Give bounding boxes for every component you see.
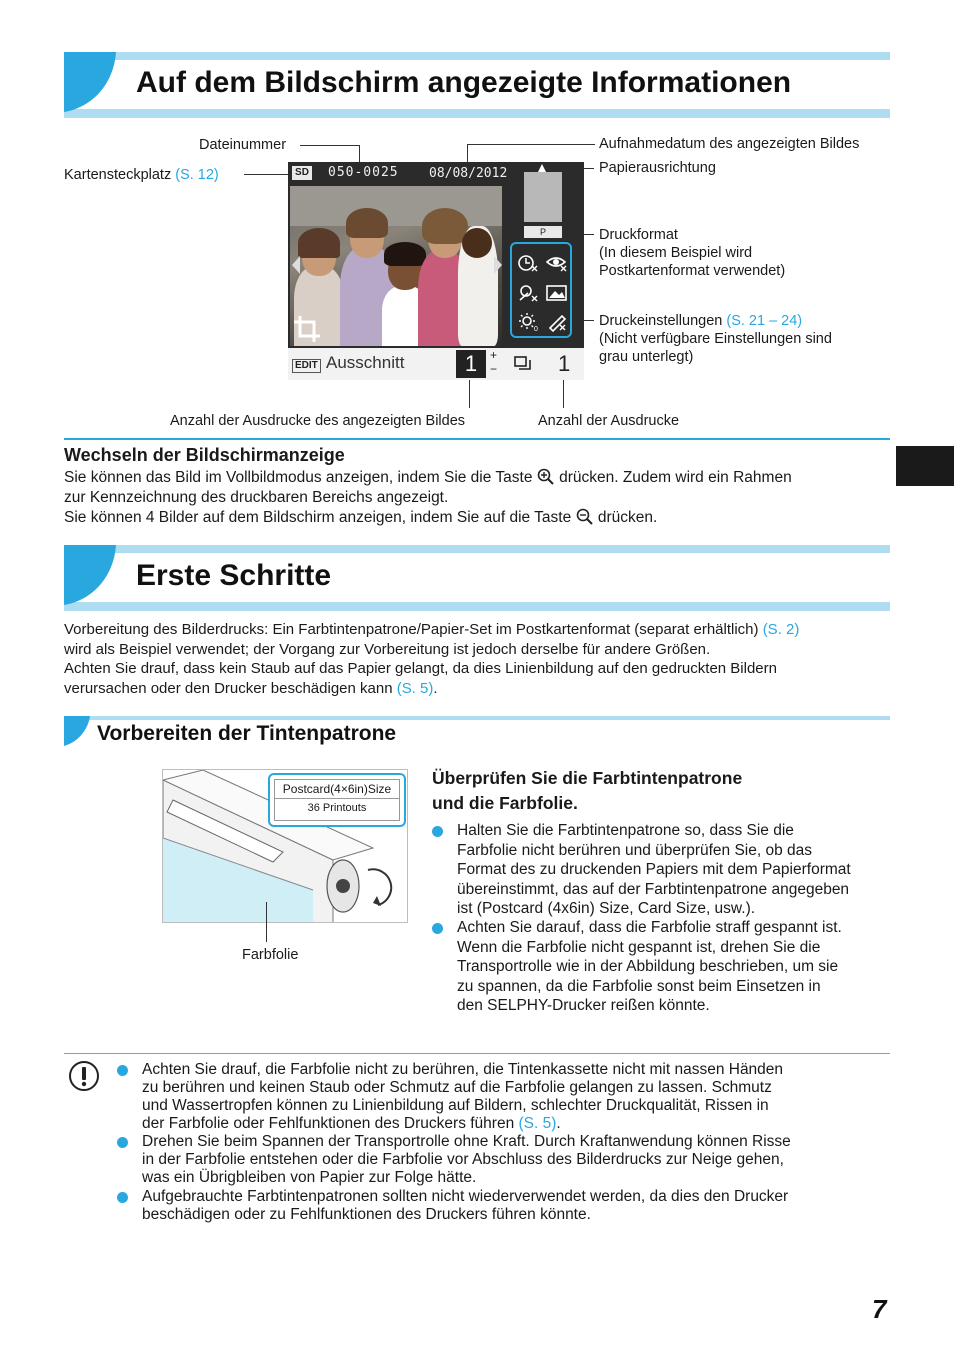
text-line: den SELPHY-Drucker reißen könnte. (457, 997, 710, 1014)
pointer-line (469, 378, 470, 408)
ref-link[interactable]: (S. 12) (175, 167, 219, 183)
ref-link[interactable]: (S. 5) (518, 1115, 557, 1132)
check-heading: Überprüfen Sie die Farbtintenpatrone und die Farbfolie. (432, 768, 743, 813)
date-print-icon (518, 254, 538, 272)
bullet-icon (117, 1192, 128, 1203)
pointer-line (266, 902, 267, 942)
text-line: Transportrolle wie in der Abbildung beschrieben, um sie (457, 958, 839, 975)
svg-text:0: 0 (534, 326, 538, 332)
pointer-line (300, 145, 360, 146)
capture-date: 08/08/2012 (429, 166, 508, 181)
sd-card-icon: SD (292, 166, 312, 180)
text-line: beschädigen oder zu Fehlfunktionen des Druckers führen könnte. (142, 1206, 591, 1223)
caution-icon (68, 1060, 100, 1092)
subheader-swoosh-icon (64, 716, 90, 748)
edit-badge: EDIT (292, 359, 321, 373)
edit-mode: Ausschnitt (326, 353, 405, 372)
text-line: zu spannen, da die Farbfolie sonst beim Einsetzen in (457, 977, 821, 995)
paper-preview (524, 172, 562, 222)
zoom-out-icon (576, 508, 594, 525)
page-number: 7 (872, 1294, 887, 1324)
zoom-in-icon (537, 468, 555, 485)
smooth-skin-icon (546, 312, 568, 332)
bullet-icon (117, 1137, 128, 1148)
text-line: ist (Postcard (4x6in) Size, Card Size, usw.). (457, 900, 756, 917)
label-druckformat: Druckformat (In diesem Beispiel wird Postkartenformat verwendet) (599, 227, 786, 279)
photo-preview (290, 186, 502, 346)
section-header-1 (64, 52, 890, 118)
cartridge-label-box: Postcard(4×6in)Size 36 Printouts (274, 779, 400, 821)
ref-link[interactable]: (S. 2) (762, 621, 800, 638)
ref-link[interactable]: (S. 5) (396, 679, 434, 697)
bullet-text (457, 821, 897, 919)
text-line: Achten Sie drauf, die Farbfolie nicht zu berühren, die Tintenkassette nicht mit nassen Händen (142, 1061, 784, 1078)
bullet-icon (117, 1065, 128, 1076)
plus-icon: + (490, 348, 498, 362)
caution-text-2 (142, 1133, 791, 1187)
red-eye-icon (546, 254, 568, 272)
label-farbfolie: Farbfolie (242, 947, 299, 963)
wechseln-heading: Wechseln der Bildschirmanzeige (64, 445, 345, 465)
text-line: und Wassertropfen können zu Linienbildung auf Bildern, schlechter Druckqualität, Rissen in (142, 1097, 769, 1114)
pointer-line (563, 378, 564, 408)
header-swoosh-icon (64, 52, 116, 118)
text-line: Farbfolie nicht berühren und überprüfen Sie, ob das (457, 841, 813, 859)
image-optimize-icon (546, 284, 568, 302)
paper-format-badge: P (524, 226, 562, 238)
text-line: Achten Sie darauf, dass die Farbfolie straff gespannt ist. (457, 919, 842, 936)
section-title: Auf dem Bildschirm angezeigte Informationen (136, 66, 792, 99)
prints-stack-icon (514, 356, 532, 372)
paper-orientation-arrow-icon (538, 164, 546, 172)
text-line: Aufgebrauchte Farbtintenpatronen sollten nicht wiederverwendet werden, da dies den Drucker (142, 1188, 789, 1205)
bullet-icon (432, 923, 443, 934)
border-icon (518, 284, 538, 302)
bullet-icon (432, 826, 443, 837)
label-anzahl-bild: Anzahl der Ausdrucke des angezeigten Bildes (170, 413, 466, 429)
divider-line (64, 438, 890, 440)
caution-divider (64, 1053, 890, 1054)
label-papierausrichtung: Papierausrichtung (599, 160, 716, 176)
copies-box: 1 (456, 350, 486, 378)
text-line: Format des zu druckenden Papiers mit dem Papierformat (457, 861, 851, 878)
crop-icon (294, 316, 320, 342)
label-dateinummer: Dateinummer (199, 137, 287, 153)
lcd-screen (288, 162, 584, 380)
subsection-title: Vorbereiten der Tintenpatrone (97, 722, 397, 745)
label-anzahl-gesamt: Anzahl der Ausdrucke (538, 413, 680, 429)
text-line: übereinstimmt, das auf der Farbtintenpatrone angegeben (457, 880, 850, 898)
ref-link[interactable]: (S. 21 – 24) (726, 313, 803, 329)
arrow-left-icon (292, 256, 300, 274)
caution-text-1: Achten Sie drauf, die Farbfolie nicht zu berühren, die Tintenkassette nicht mit nassen Händen zu berühren und keinen Staub oder Schmutz auf die Farbfolie gelangen zu lassen. Schmutz und Wassertropfen können zu Linienbildung auf Bildern, schlechter Druckqualität, Rissen in der Farbfolie oder Fehlfunktionen des Druckers führen (S. 5). (142, 1061, 784, 1132)
wechseln-text: Sie können das Bild im Vollbildmodus anzeigen, indem Sie die Taste drücken. Zudem wird ein Rahmen zur Kennzeichnung des druckbaren Bereichs angezeigt. Sie können 4 Bilder auf dem Bildschirm anzeigen, indem Sie auf die Taste drücken. (64, 469, 792, 526)
chapter-tab (896, 446, 954, 486)
cartridge-label-callout (268, 773, 406, 827)
brightness-icon (518, 312, 540, 332)
minus-icon: − (490, 362, 498, 376)
text-line: Halten Sie die Farbtintenpatrone so, dass Sie die (457, 822, 794, 839)
pointer-line (467, 144, 595, 145)
section-title: Erste Schritte (136, 559, 332, 592)
total-prints: 1 (558, 351, 571, 376)
intro-paragraph: Vorbereitung des Bilderdrucks: Ein Farbtintenpatrone/Papier-Set im Postkartenformat (separat erhältlich) (S. 2) wird als Beispiel verwendet; der Vorgang zur Vorbereitung ist jedoch derselbe für andere Größen. Achten Sie drauf, dass kein Staub auf das Papier gelangt, da dies Linienbildung auf den gedruckten Bildern verursachen oder den Drucker beschädigen kann (S. 5). (64, 621, 800, 697)
print-settings-panel (510, 242, 572, 338)
text-line: Drehen Sie beim Spannen der Transportrolle ohne Kraft. Durch Kraftanwendung können Risse (142, 1133, 791, 1150)
pointer-line (244, 174, 290, 175)
text-line: in der Farbfolie entstehen oder die Farbfolie vor Abschluss des Bilderdrucks zur Neige gehen, (142, 1151, 784, 1168)
bullet-text (457, 918, 897, 1016)
label-kartensteckplatz: Kartensteckplatz (S. 12) (64, 167, 219, 183)
label-druckeinstellungen: Druckeinstellungen (S. 21 – 24) (Nicht verfügbare Einstellungen sind grau unterlegt) (599, 313, 832, 365)
header-swoosh-icon (64, 545, 116, 611)
text-line: Wenn die Farbfolie nicht gespannt ist, drehen Sie die (457, 938, 821, 956)
subsection-header (64, 716, 890, 748)
section-header-2 (64, 545, 890, 611)
arrow-right-icon (494, 256, 502, 274)
lcd-status-bar (288, 348, 584, 380)
caution-text-3 (142, 1188, 788, 1224)
file-number: 050-0025 (328, 165, 399, 180)
label-aufnahmedatum: Aufnahmedatum des angezeigten Bildes (599, 136, 860, 152)
text-line: was ein Übrigbleiben von Papier zur Folge hätte. (142, 1169, 477, 1186)
text-line: zu berühren und keinen Staub oder Schmutz auf die Farbfolie gelangen zu lassen. Schmutz (142, 1079, 772, 1096)
